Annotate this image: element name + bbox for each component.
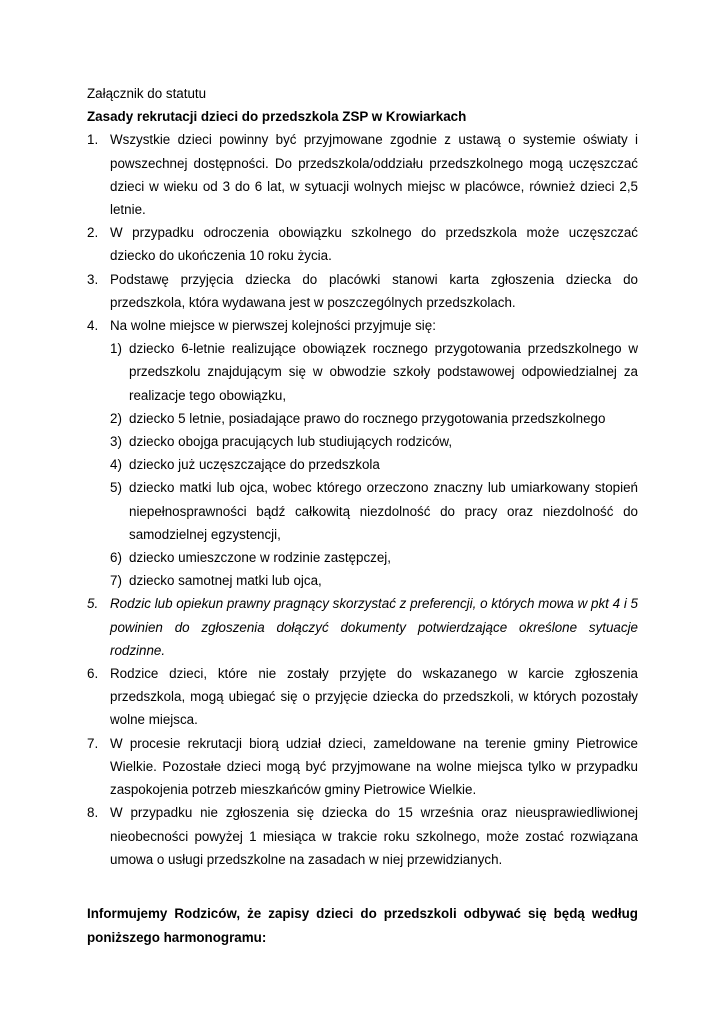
rule-number: 8. (87, 805, 99, 821)
priority-item (110, 476, 638, 546)
rule-item (87, 732, 638, 802)
closing-notice: Informujemy Rodziców, że zapisy dzieci do przedszkoli odbywać się będą według poniższego harmonogramu: (87, 906, 638, 945)
rule-number: 6. (87, 666, 99, 682)
rule-item (87, 128, 638, 221)
priority-text: dziecko matki lub ojca, wobec którego orzeczono znaczny lub umiarkowany stopień niepełnosprawności bądź całkowitą niezdolność do pracy oraz niezdolność do samodzielnej egzystencji, (129, 480, 638, 542)
priority-text: dziecko umieszczone w rodzinie zastępczej, (129, 550, 391, 566)
priority-item (110, 430, 638, 453)
rule-text: W przypadku odroczenia obowiązku szkolnego do przedszkola może uczęszczać dziecko do ukończenia 10 roku życia. (110, 225, 638, 264)
rule-text: Wszystkie dzieci powinny być przyjmowane zgodnie z ustawą o systemie oświaty i powszechnej dostępności. Do przedszkola/oddziału przedszkolnego mogą uczęszczać dzieci w wieku od 3 do 6 lat, w sytuacji wolnych miejsc w placówce, również dzieci 2,5 letnie. (110, 132, 638, 218)
document-body (87, 82, 638, 871)
priority-text: dziecko 6-letnie realizujące obowiązek rocznego przygotowania przedszkolnego w przedszkolu znajdującym się w obwodzie szkoły podstawowej odpowiedzialnej za realizacje tego obowiązku, (129, 341, 638, 403)
rule-text: Na wolne miejsce w pierwszej kolejności przyjmuje się: (110, 318, 436, 334)
priority-number: 5) (110, 480, 122, 496)
priority-item (110, 546, 638, 569)
priority-number: 1) (110, 341, 122, 357)
rule-number: 3. (87, 271, 99, 287)
priority-number: 4) (110, 457, 122, 473)
priority-item (110, 569, 638, 592)
rule-number: 1. (87, 132, 99, 148)
rule-item (87, 268, 638, 314)
priority-item (110, 453, 638, 476)
rule-number: 7. (87, 735, 99, 751)
rule-number: 4. (87, 318, 99, 334)
priority-text: dziecko 5 letnie, posiadające prawo do rocznego przygotowania przedszkolnego (129, 410, 606, 426)
rule-text: W przypadku nie zgłoszenia się dziecka do 15 września oraz nieusprawiedliwionej nieobecności powyżej 1 miesiąca w trakcie roku szkolnego, może zostać rozwiązana umowa o usługi przedszkolne na zasadach w niej przewidzianych. (110, 805, 638, 867)
priority-number: 6) (110, 550, 122, 566)
rule-item (87, 801, 638, 871)
rule-item (87, 662, 638, 732)
rule-number: 5. (87, 596, 99, 612)
rule-text: Podstawę przyjęcia dziecka do placówki stanowi karta zgłoszenia dziecka do przedszkola, która wydawana jest w poszczególnych przedszkolach. (110, 271, 638, 310)
priority-text: dziecko już uczęszczające do przedszkola (129, 457, 380, 473)
priority-list (110, 337, 638, 592)
rule-text: Rodzic lub opiekun prawny pragnący skorzystać z preferencji, o których mowa w pkt 4 i 5 powinien do zgłoszenia dołączyć dokumenty potwierdzające określone sytuacje rodzinne. (110, 596, 638, 658)
priority-number: 3) (110, 434, 122, 450)
rule-item (87, 314, 638, 592)
priority-number: 2) (110, 410, 122, 426)
rule-content (110, 314, 638, 592)
annex-label: Załącznik do statutu (87, 86, 207, 101)
priority-item (110, 407, 638, 430)
priority-item (110, 337, 638, 407)
priority-text: dziecko samotnej matki lub ojca, (129, 573, 322, 589)
priority-text: dziecko obojga pracujących lub studiujących rodziców, (129, 434, 453, 450)
rule-text: Rodzice dzieci, które nie zostały przyjęte do wskazanego w karcie zgłoszenia przedszkola, mogą ubiegać się o przyjęcie dziecka do przedszkoli, w których pozostały wolne miejsca. (110, 666, 638, 728)
rule-item (87, 592, 638, 662)
rule-item (87, 221, 638, 267)
document-title: Zasady rekrutacji dzieci do przedszkola ZSP w Krowiarkach (87, 109, 467, 125)
rule-text: W procesie rekrutacji biorą udział dzieci, zameldowane na terenie gminy Pietrowice Wielkie. Pozostałe dzieci mogą być przyjmowane na wolne miejsca tylko w przypadku zaspokojenia potrzeb mieszkańców gminy Pietrowice Wielkie. (110, 735, 638, 798)
priority-number: 7) (110, 573, 122, 589)
rule-number: 2. (87, 225, 99, 241)
